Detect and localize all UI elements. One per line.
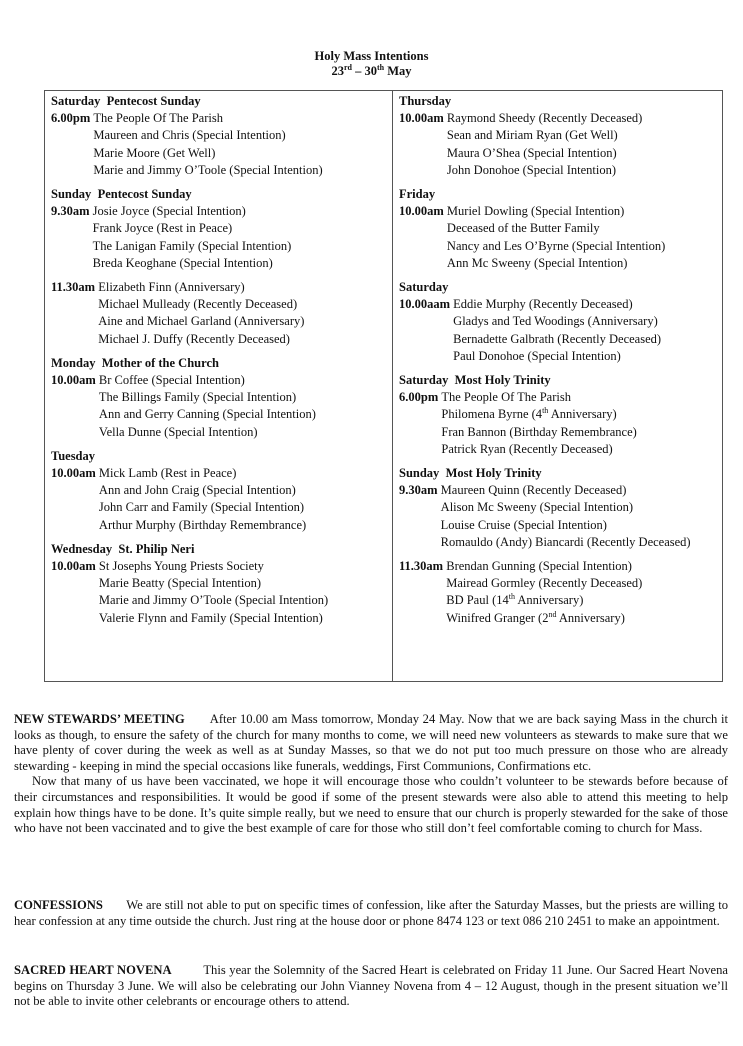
mass-section (399, 372, 721, 458)
intention-item: Frank Joyce (Rest in Peace) (92, 221, 233, 236)
day-label: Monday (51, 355, 96, 370)
intention-item: Ann Mc Sweeny (Special Intention) (446, 255, 628, 270)
section-heading (399, 186, 721, 203)
mass-section (51, 541, 391, 627)
section-heading (399, 279, 721, 296)
mass-section (51, 355, 391, 441)
mass-time: 10.00am (51, 559, 99, 574)
intention-list (447, 110, 642, 179)
feast-label: Mother of the Church (101, 355, 219, 370)
mass-section (399, 93, 721, 179)
mass-time: 9.30am (399, 483, 441, 498)
title-line1: Holy Mass Intentions (314, 49, 429, 63)
intention-item: Ann and John Craig (Special Intention) (98, 483, 296, 498)
intention-item: Nancy and Les O’Byrne (Special Intention) (446, 238, 666, 253)
intention-item: BD Paul (14th Anniversary) (446, 592, 584, 608)
mass-section (399, 558, 721, 627)
intention-item: Aine and Michael Garland (Anniversary) (98, 314, 305, 329)
page-title (0, 49, 743, 79)
stewards-paragraph-1: After 10.00 am Mass tomorrow, Monday 24 May. Now that we are back saying Mass in the church it looks as though, to ensure the safety of the church for many months to come, we will need new volunteers as stewards to make sure that we have plenty of cover during the week as well as at Sunday Masses, so that we do not put too much pressure on those who are already stewarding - keeping in mind the special occasions like funerals, weddings, First Communions, Confirmations etc. (14, 712, 728, 773)
intention-item: Alison Mc Sweeny (Special Intention) (440, 500, 633, 515)
mass-section (399, 279, 721, 365)
mass-section (51, 448, 391, 534)
mass-time: 10.00aam (399, 297, 454, 312)
day-label: Saturday (51, 94, 101, 108)
mass-section (399, 186, 721, 272)
mass-intentions-table (44, 90, 723, 682)
stewards-paragraph-2: Now that many of us have been vaccinated, we hope it will encourage those who couldn’t volunteer to be stewards before because of their circumstances and responsibilities. It would be good if some of the present stewards were also able to attend this meeting to help explain how things have to be done. It’s quite simple really, but we need to ensure that our church is properly stewarded for the sake of those who have not been vaccinated and to give the best example of care for those who still don’t feel comfortable coming to church for Mass. (14, 774, 728, 836)
intention-item: Elizabeth Finn (Anniversary) (98, 280, 245, 295)
intention-list (98, 279, 304, 348)
intention-item: Marie Moore (Get Well) (93, 145, 216, 160)
intention-item: Maura O’Shea (Special Intention) (446, 145, 617, 160)
intention-item: Philomena Byrne (4th Anniversary) (441, 406, 617, 422)
intention-item: Louise Cruise (Special Intention) (440, 517, 607, 532)
intention-item: Paul Donohoe (Special Intention) (453, 348, 621, 363)
section-heading (399, 372, 721, 389)
intention-item: Romauldo (Andy) Biancardi (Recently Deceased) (440, 534, 691, 549)
feast-label: Most Holy Trinity (445, 466, 542, 481)
intention-item: Vella Dunne (Special Intention) (98, 424, 258, 439)
intention-item: Bernadette Galbrath (Recently Deceased) (453, 331, 662, 346)
intention-list (441, 482, 691, 551)
novena-body: This year the Solemnity of the Sacred Heart is celebrated on Friday 11 June. Our Sacred Heart Novena begins on Thursday 3 June. We will also be celebrating our John Vianney Novena from 4 – 12 August, though in the present situation we’ll not be able to invite other celebrants or encourage others to attend. (14, 963, 728, 1009)
mass-section (51, 279, 391, 348)
intention-item: Brendan Gunning (Special Intention) (446, 559, 632, 574)
intention-item: Michael Mulleady (Recently Deceased) (98, 297, 298, 312)
day-label: Wednesday (51, 541, 113, 556)
mass-time: 11.30am (399, 559, 447, 574)
intention-list (453, 296, 661, 365)
intention-item: The People Of The Parish (93, 111, 223, 126)
intention-item: Mick Lamb (Rest in Peace) (98, 466, 237, 481)
intention-item: Br Coffee (Special Intention) (98, 373, 245, 388)
intention-item: Breda Keoghane (Special Intention) (92, 255, 273, 270)
intention-item: St Josephs Young Priests Society (98, 559, 264, 574)
confessions-heading: CONFESSIONS (14, 898, 103, 912)
day-label: Tuesday (51, 448, 96, 463)
intention-item: Ann and Gerry Canning (Special Intention) (98, 407, 316, 422)
left-column (51, 93, 391, 634)
section-heading (51, 355, 391, 372)
section-heading (399, 465, 721, 482)
feast-label: Most Holy Trinity (454, 373, 551, 388)
intention-item: The Billings Family (Special Intention) (98, 390, 297, 405)
intention-item: Arthur Murphy (Birthday Remembrance) (98, 517, 307, 532)
section-heading (51, 448, 391, 465)
intention-item: Muriel Dowling (Special Intention) (446, 204, 625, 219)
intention-item: Sean and Miriam Ryan (Get Well) (446, 128, 618, 143)
intention-item: Marie and Jimmy O’Toole (Special Intention) (98, 593, 329, 608)
mass-section (51, 93, 391, 179)
intention-item: Maureen and Chris (Special Intention) (93, 128, 286, 143)
day-label: Saturday (399, 280, 449, 295)
novena-heading: SACRED HEART NOVENA (14, 963, 172, 977)
section-heading (399, 93, 721, 110)
mass-time: 11.30am (51, 280, 99, 295)
mass-time: 10.00am (399, 204, 447, 219)
intention-item: Maureen Quinn (Recently Deceased) (440, 483, 627, 498)
intention-list (93, 203, 292, 272)
section-heading (51, 186, 391, 203)
mass-time: 10.00am (51, 466, 99, 481)
stewards-heading: NEW STEWARDS’ MEETING (14, 712, 185, 726)
intention-item: The Lanigan Family (Special Intention) (92, 238, 292, 253)
intention-item: Marie Beatty (Special Intention) (98, 576, 262, 591)
mass-time: 6.00pm (51, 111, 94, 126)
section-heading (51, 93, 391, 110)
intention-item: Valerie Flynn and Family (Special Intention) (98, 610, 323, 625)
mass-section (399, 465, 721, 551)
intention-list (99, 465, 306, 534)
intention-item: Patrick Ryan (Recently Deceased) (441, 441, 613, 456)
intention-list (441, 389, 636, 458)
intention-item: Michael J. Duffy (Recently Deceased) (98, 331, 290, 346)
intention-list (99, 558, 328, 627)
title-dates: 23rd – 30th May (331, 62, 412, 78)
feast-label: Pentecost Sunday (106, 94, 201, 108)
day-label: Friday (399, 187, 436, 202)
intention-list (99, 372, 316, 441)
right-column (399, 93, 721, 634)
day-label: Thursday (399, 94, 452, 108)
intention-list (446, 558, 642, 627)
intention-item: Winifred Granger (2nd Anniversary) (446, 609, 625, 625)
feast-label: Pentecost Sunday (97, 187, 192, 202)
intention-item: John Carr and Family (Special Intention) (98, 500, 305, 515)
intention-item: The People Of The Parish (441, 390, 571, 405)
intention-item: Josie Joyce (Special Intention) (92, 204, 246, 219)
intention-item: Deceased of the Butter Family (446, 221, 600, 236)
day-label: Saturday (399, 373, 449, 388)
intention-list (93, 110, 322, 179)
intention-item: Gladys and Ted Woodings (Anniversary) (453, 314, 658, 329)
section-heading (51, 541, 391, 558)
intention-item: Eddie Murphy (Recently Deceased) (453, 297, 633, 312)
novena-notice (14, 963, 728, 1010)
intention-item: Mairead Gormley (Recently Deceased) (446, 576, 643, 591)
intention-item: Marie and Jimmy O’Toole (Special Intention) (93, 162, 323, 177)
mass-section (51, 186, 391, 272)
mass-time: 9.30am (51, 204, 93, 219)
confessions-notice (14, 898, 728, 929)
intention-list (447, 203, 665, 272)
intention-item: Fran Bannon (Birthday Remembrance) (441, 424, 637, 439)
mass-time: 10.00am (51, 373, 99, 388)
day-label: Sunday (51, 187, 92, 202)
feast-label: St. Philip Neri (118, 541, 195, 556)
day-label: Sunday (399, 466, 440, 481)
mass-time: 6.00pm (399, 390, 442, 405)
stewards-notice (14, 712, 728, 837)
intention-item: Raymond Sheedy (Recently Deceased) (446, 111, 643, 126)
intention-item: John Donohoe (Special Intention) (446, 162, 616, 177)
mass-time: 10.00am (399, 111, 447, 126)
confessions-body: We are still not able to put on specific times of confession, like after the Saturday Masses, but the priests are willing to hear confession at any time outside the church. Just ring at the house door or phone 8474 123 or text 086 210 2451 to make an appointment. (14, 898, 729, 928)
column-divider (392, 90, 393, 682)
